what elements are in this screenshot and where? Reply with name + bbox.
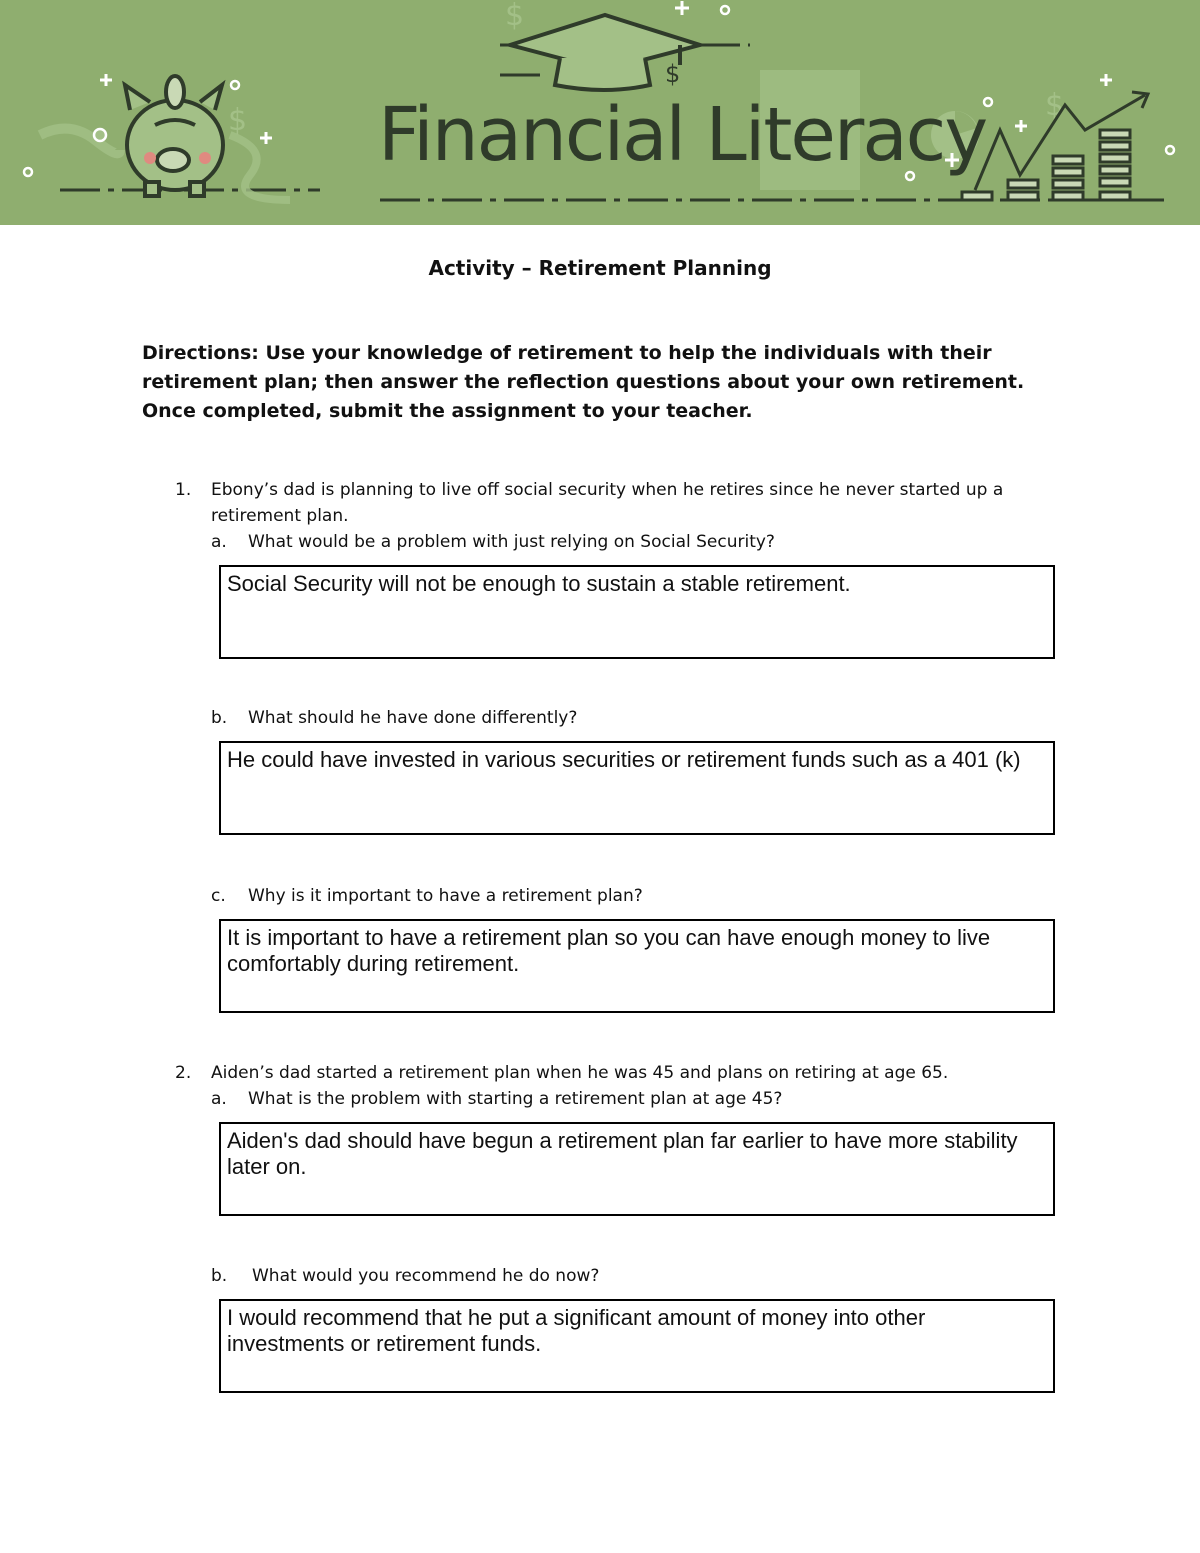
part-letter: b. (211, 708, 228, 728)
part-question: What would be a problem with just relying on Social Security? (248, 532, 775, 552)
part-letter: b. (211, 1266, 228, 1286)
directions-label: Directions: (142, 342, 259, 364)
answer-field[interactable]: It is important to have a retirement plan so you can have enough money to live comfortably during retirement. (219, 919, 1055, 1013)
dollar-icon: $ (505, 0, 525, 33)
question-prompt: Ebony’s dad is planning to live off social security when he retires since he never started up a retirement plan. (211, 480, 1004, 526)
question-prompt: Aiden’s dad started a retirement plan when he was 45 and plans on retiring at age 65. (211, 1063, 949, 1083)
dollar-icon: $ (228, 103, 248, 138)
question-number: 2. (175, 1063, 192, 1083)
directions-text: Use your knowledge of retirement to help the individuals with their retirement plan; then answer the reflection questions about your own retirement. Once completed, submit the assignment to your teacher. (142, 342, 1025, 422)
dollar-icon: $ (1045, 88, 1065, 123)
answer-field[interactable]: I would recommend that he put a significant amount of money into other investments or retirement funds. (219, 1299, 1055, 1393)
part-letter: c. (211, 886, 226, 906)
part-question: Why is it important to have a retirement plan? (248, 886, 643, 906)
directions (142, 339, 1042, 426)
activity-title: Activity – Retirement Planning (428, 256, 772, 280)
part-question: What is the problem with starting a retirement plan at age 45? (248, 1089, 783, 1109)
part-letter: a. (211, 532, 227, 552)
part-question: What would you recommend he do now? (252, 1266, 600, 1286)
piggy-bank-icon (125, 76, 223, 196)
answer-field[interactable]: He could have invested in various securities or retirement funds such as a 401 (k) (219, 741, 1055, 835)
question-number: 1. (175, 480, 192, 500)
dollar-icon: $ (665, 60, 681, 88)
question-1 (0, 477, 1200, 529)
header-banner (0, 0, 1200, 225)
banner-title: Financial Literacy (378, 92, 987, 178)
part-question: What should he have done differently? (248, 708, 578, 728)
answer-field[interactable]: Social Security will not be enough to sustain a stable retirement. (219, 565, 1055, 659)
part-letter: a. (211, 1089, 227, 1109)
answer-field[interactable]: Aiden's dad should have begun a retirement plan far earlier to have more stability later on. (219, 1122, 1055, 1216)
